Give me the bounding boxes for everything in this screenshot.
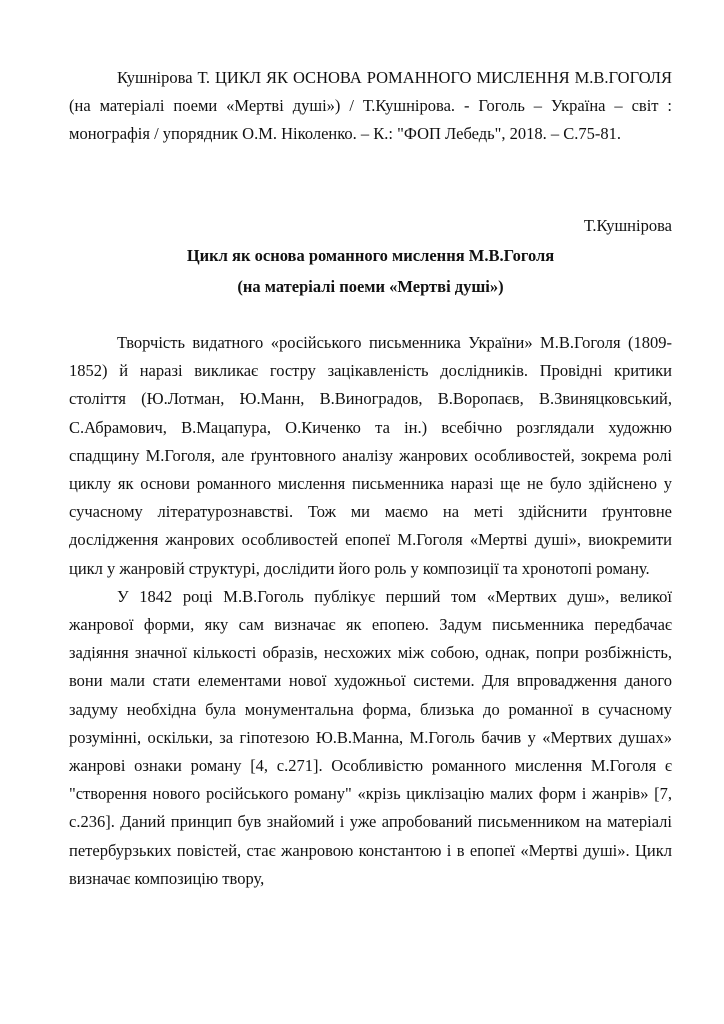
paragraph-second: У 1842 році М.В.Гоголь публікує перший том «Мертвих душ», великої жанрової форми, яку сам визначає як епопею. Задум письменника передбачає задіяння значної кількості образів, несхожих між собою, однак, попри розбіжність, вони мали стати елементами нової художньої системи. Для впровадження даного задуму необхідна була монументальна форма, близька до романної в сучасному розумінні, оскільки, за гіпотезою Ю.В.Манна, М.Гоголь бачив у «Мертвих душах» жанрові ознаки роману [4, с.271]. Особливістю романного мислення М.Гоголя є "створення нового російського роману" «крізь циклізацію малих форм і жанрів» [7, с.236]. Даний принцип був знайомий і уже апробований письменником на матеріалі петербурзьких повістей, стає жанровою константою і в епопеї «Мертві душі». Цикл визначає композицію твору, <box>69 586 672 888</box>
title-line-main: Цикл як основа романного мислення М.В.Гоголя <box>186 246 555 265</box>
author-name: Т.Кушнірова <box>583 216 672 235</box>
bibliographic-citation: Кушнірова Т. ЦИКЛ ЯК ОСНОВА РОМАННОГО МИСЛЕННЯ М.В.ГОГОЛЯ (на матеріалі поеми «Мертві душі») / Т.Кушнірова. - Гоголь – Україна – світ : монографія / упорядник О.М. Ніколенко. – К.: "ФОП Лебедь", 2018. – С.75-81. <box>69 68 672 144</box>
title-line-subtitle: (на матеріалі поеми «Мертві душі») <box>237 277 504 296</box>
paragraph-intro: Творчість видатного «російського письменника України» М.В.Гоголя (1809-1852) й наразі викликає гостру зацікавленість дослідників. Провідні критики століття (Ю.Лотман, Ю.Манн, В.Виноградов, В.Воропаєв, В.Звиняцковський, С.Абрамович, В.Мацапура, О.Киченко та ін.) всебічно розглядали художню спадщину М.Гоголя, але ґрунтовного аналізу жанрових особливостей, зокрема ролі циклу як основи романного мислення письменника наразі ще не було здійснено у сучасному літературознавстві. Тож ми маємо на меті здійснити ґрунтовне дослідження жанрових особливостей епопеї М.Гоголя «Мертві душі», виокремити цикл у жанровій структурі, дослідити його роль у композиції та хронотопі роману. <box>69 333 672 578</box>
article-title <box>69 240 672 302</box>
article-body <box>69 329 672 893</box>
